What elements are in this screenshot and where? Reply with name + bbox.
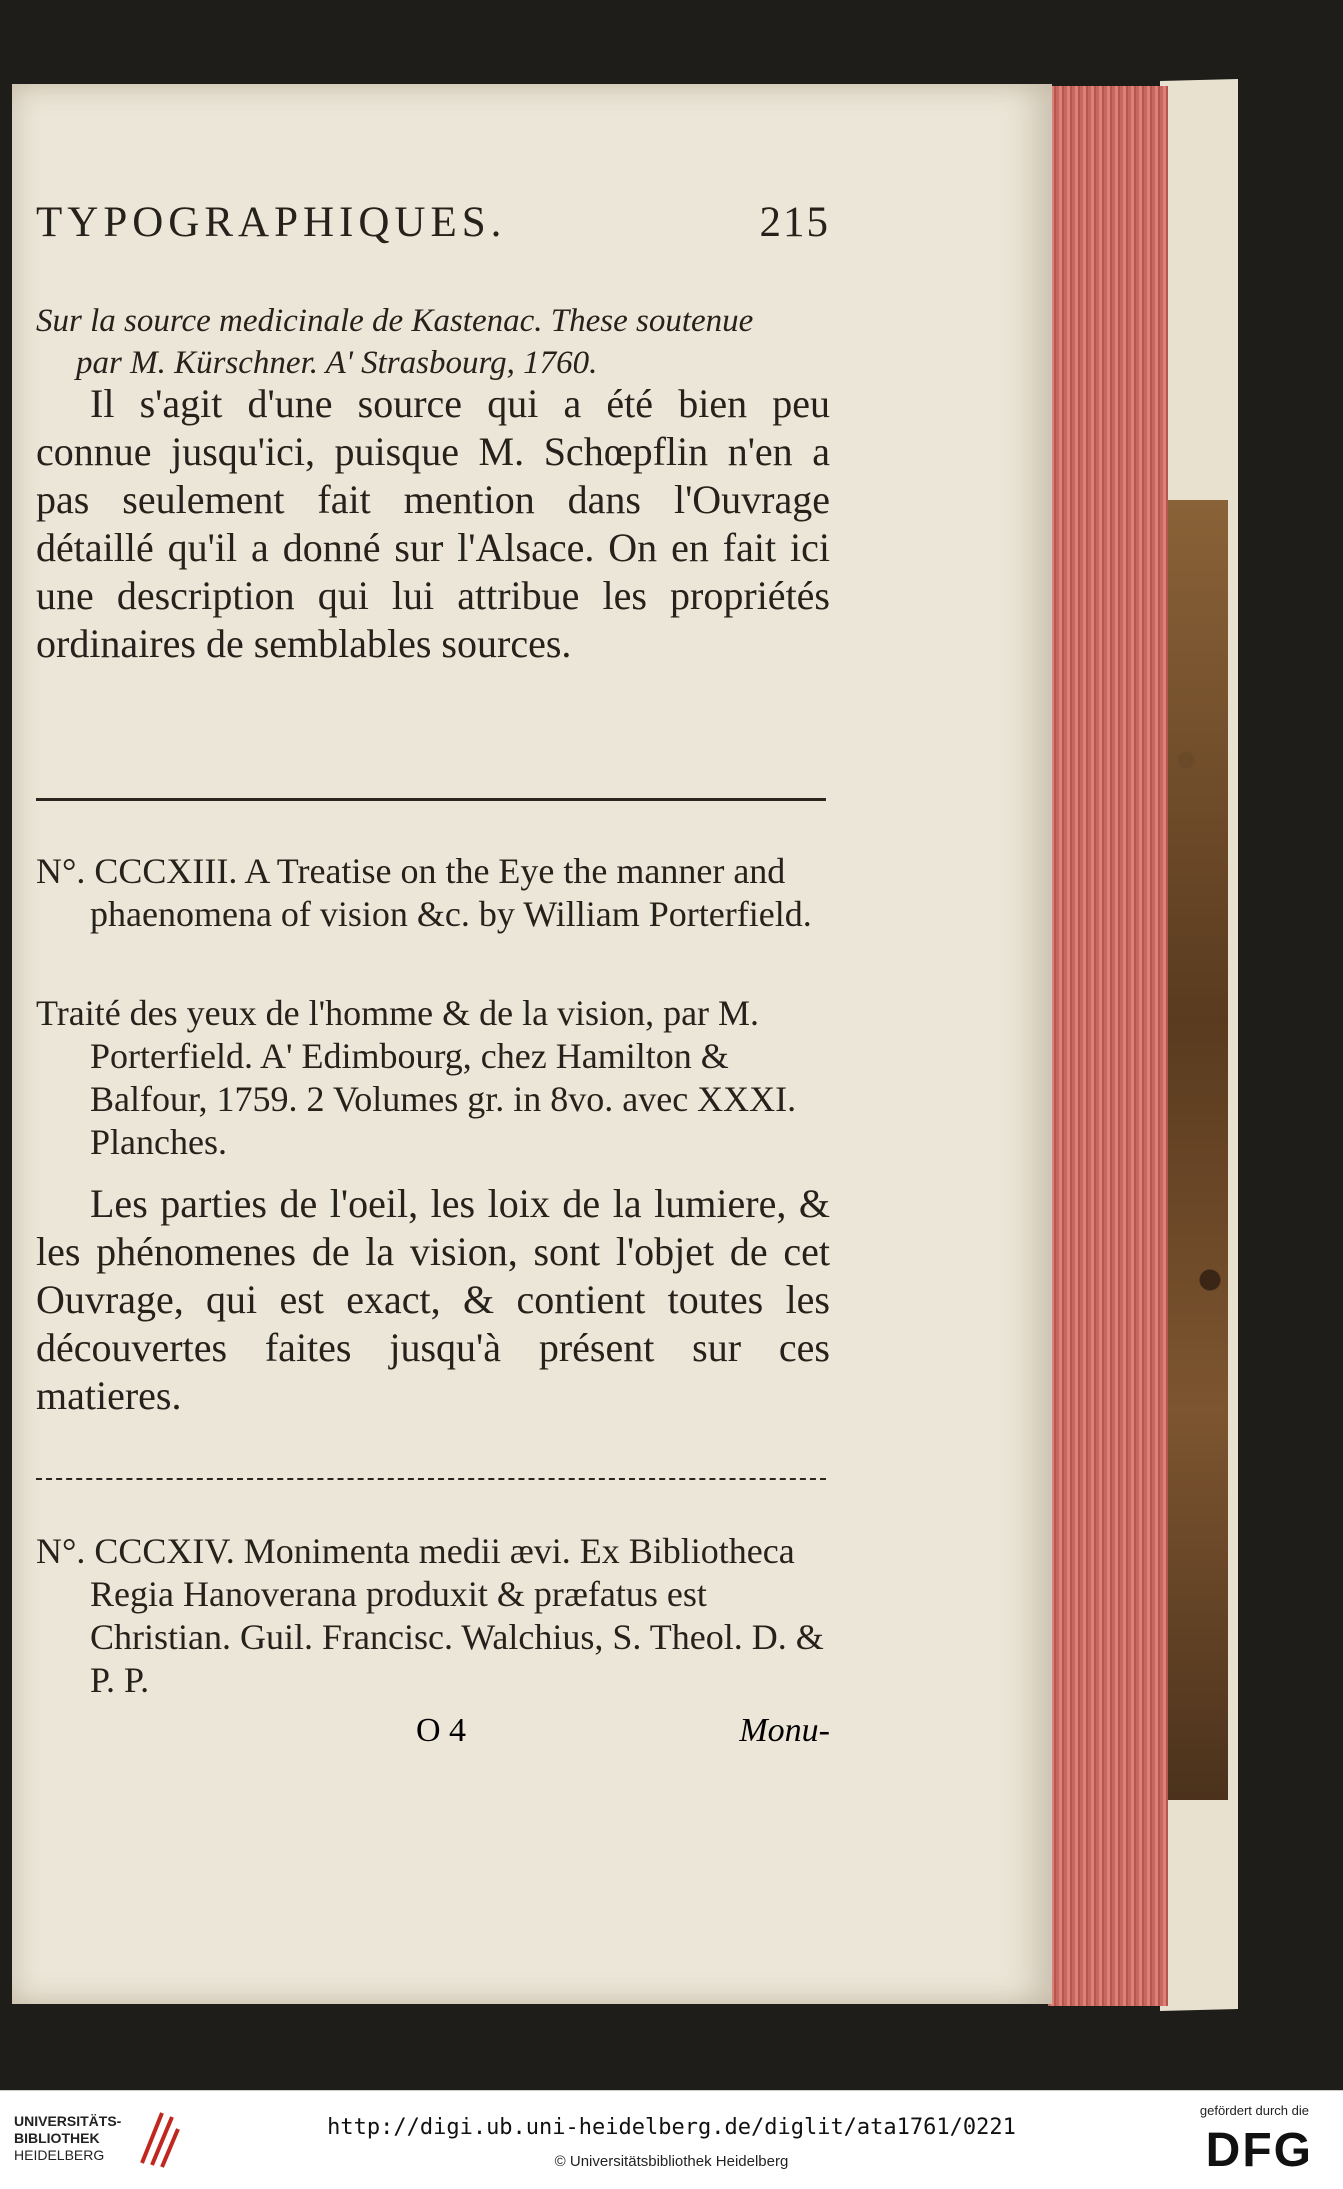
entry1-cite-line1: Sur la source medicinale de Kastenac. These soutenue [36, 303, 754, 339]
entry2-body: Les parties de l'oeil, les loix de la lumiere, & les phénomenes de la vision, sont l'objet de cet Ouvrage, qui est exact, & contient toutes les découvertes faites jusqu'à présent sur ces matieres. [36, 1181, 830, 1418]
section-rule [36, 1478, 826, 1480]
entry1-citation [36, 300, 830, 384]
entry2-number: N°. CCCXIII. [36, 851, 238, 891]
library-name-3: HEIDELBERG [14, 2147, 105, 2163]
library-name-2: BIBLIOTHEK [14, 2130, 100, 2146]
running-title: TYPOGRAPHIQUES. [36, 199, 507, 246]
marbled-board [1168, 500, 1228, 1800]
entry2-title: A Treatise on the Eye the manner and phaenomena of vision &c. by William Porterfield. [90, 851, 812, 934]
copyright-notice: © Universitätsbibliothek Heidelberg [554, 2153, 789, 2170]
library-name-1: UNIVERSITÄTS- [14, 2113, 122, 2129]
entry3-heading [36, 1530, 830, 1702]
dfg-logo: DFG [1205, 2124, 1313, 2177]
red-page-edges [1048, 86, 1168, 2006]
section-rule [36, 798, 826, 801]
entry1-body: Il s'agit d'une source qui a été bien peu connue jusqu'ici, puisque M. Schœpflin n'en a pas seulement fait mention dans l'Ouvrage détaillé qu'il a donné sur l'Alsace. On en fait ici une description qui lui attribue les propriétés ordinaires de semblables sources. [36, 381, 830, 666]
funding-note: gefördert durch die [1199, 2103, 1309, 2118]
entry2-heading [36, 850, 830, 936]
bottom-bar [0, 2090, 1343, 2189]
entry1-cite-line2: par M. Kürschner. A' Strasbourg, 1760. [76, 345, 598, 381]
permalink-url[interactable]: http://digi.ub.uni-heidelberg.de/diglit/ata1761/0221 [327, 2115, 1016, 2140]
catchword: Monu- [739, 1712, 830, 1749]
entry2-french [36, 992, 830, 1164]
page-number: 215 [759, 199, 830, 246]
signature-mark: O 4 [416, 1712, 467, 1749]
entry3-number: N°. CCCXIV. [36, 1531, 235, 1571]
running-header [36, 198, 830, 247]
entry2-french-text: Traité des yeux de l'homme & de la vision, par M. Porterfield. A' Edimbourg, chez Hamilton & Balfour, 1759. 2 Volumes gr. in 8vo. avec XXXI. Planches. [36, 993, 797, 1162]
entry3-title: Monimenta medii ævi. Ex Bibliotheca Regia Hanoverana produxit & præfatus est Christian. Guil. Francisc. Walchius, S. Theol. D. & P. P. [90, 1531, 824, 1700]
